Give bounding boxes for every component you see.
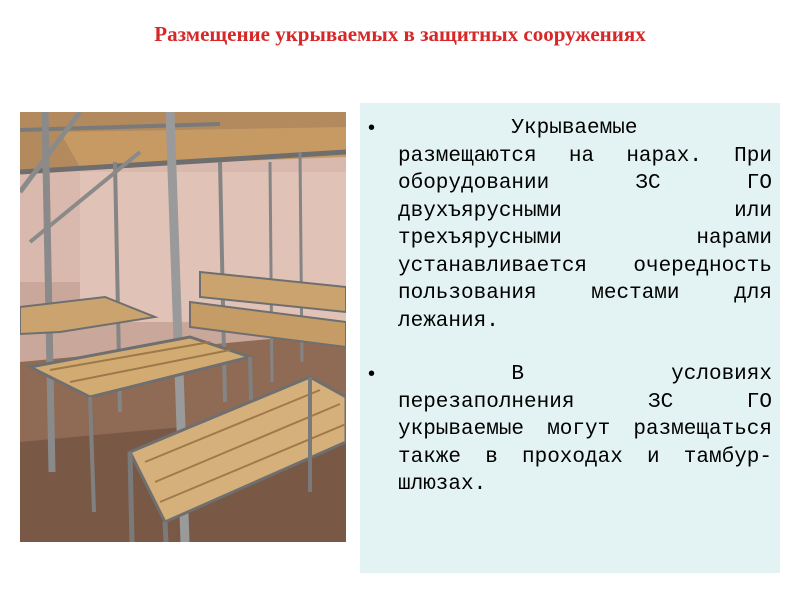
bullet-text: В условиях перезаполнения ЗС ГО укрываемые могут размещаться также в проходах и тамбур-шлюзах. [398, 363, 772, 496]
bunk-beds-photo [20, 112, 346, 542]
bullet-marker: • [368, 117, 376, 139]
slide-title: Размещение укрываемых в защитных сооружениях [154, 22, 646, 46]
bullet-text: Укрываемые размещаются на нарах. При оборудовании ЗС ГО двухъярусными или трехъярусными нарами устанавливается очередность пользования местами для лежания. [398, 117, 772, 333]
text-panel [360, 103, 780, 573]
bullet-marker: • [368, 363, 376, 385]
